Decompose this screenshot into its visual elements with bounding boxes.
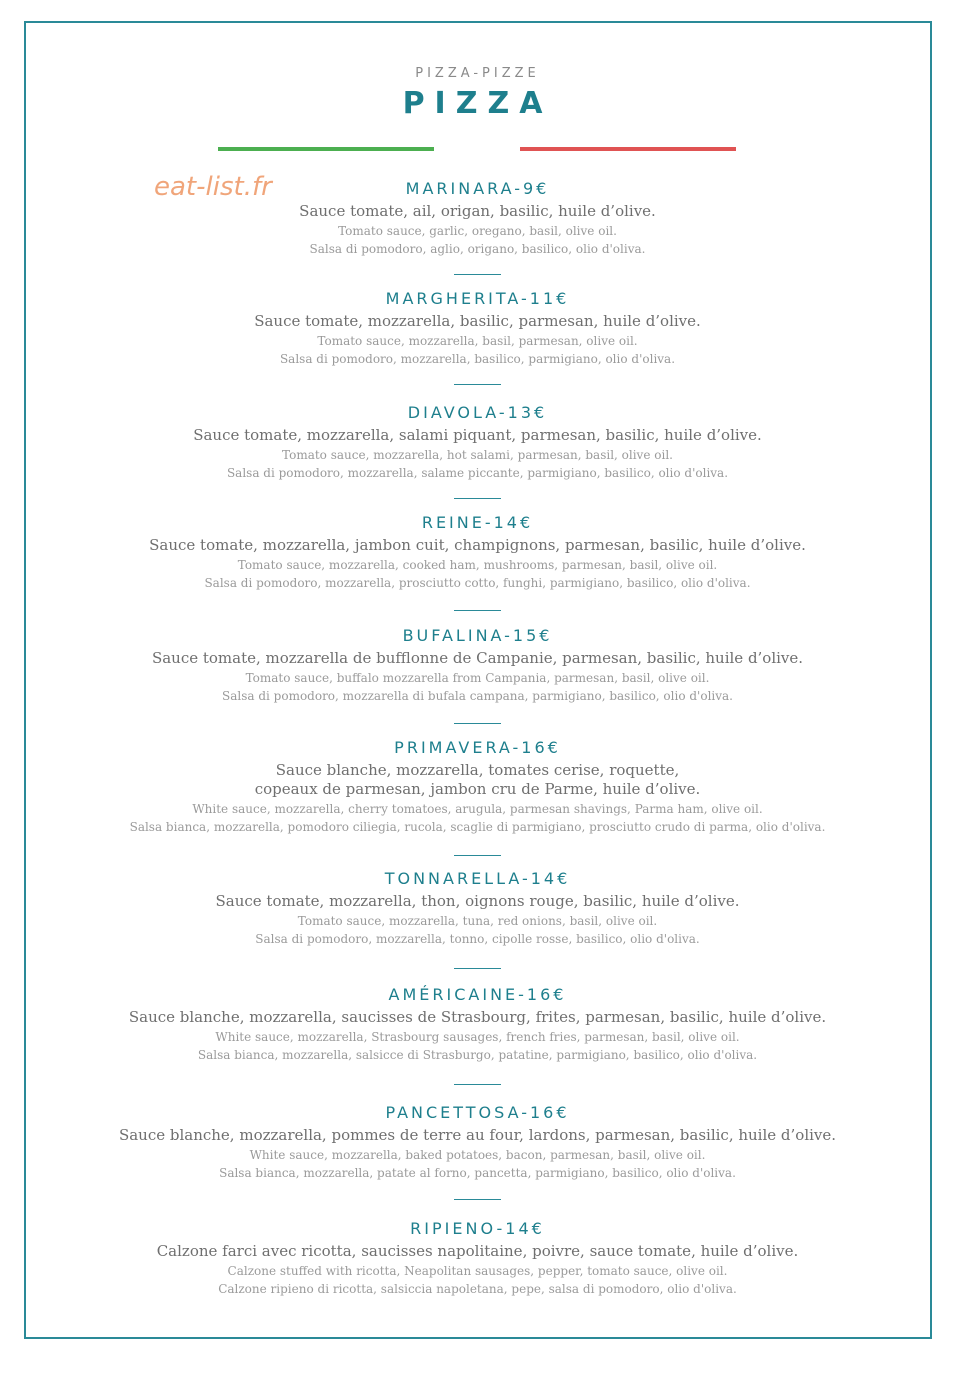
item-description-fr: Sauce blanche, mozzarella, pommes de terre au four, lardons, parmesan, basilic, huile d’olive. <box>118 1126 837 1144</box>
item-description-en: White sauce, mozzarella, cherry tomatoes, arugula, parmesan shavings, Parma ham, olive oil. <box>192 802 763 816</box>
item-name: BUFALINA-15€ <box>402 626 553 645</box>
menu-item-tonnarella <box>0 869 955 948</box>
menu-item-diavola <box>0 403 955 482</box>
item-description-fr: Sauce tomate, mozzarella, salami piquant, parmesan, basilic, huile d’olive. <box>193 426 762 444</box>
menu-item-primavera <box>0 738 955 836</box>
item-description-en: Tomato sauce, garlic, oregano, basil, olive oil. <box>338 224 617 238</box>
item-description-it: Salsa di pomodoro, mozzarella, salame piccante, parmigiano, basilico, olio d'oliva. <box>226 466 729 480</box>
item-description-it: Salsa bianca, mozzarella, patate al forno, pancetta, parmigiano, basilico, olio d'oliva. <box>219 1166 736 1180</box>
watermark: eat-list.fr <box>154 172 272 202</box>
item-description-en: Tomato sauce, buffalo mozzarella from Campania, parmesan, basil, olive oil. <box>245 671 710 685</box>
item-name: TONNARELLA-14€ <box>384 869 571 888</box>
item-name: RIPIENO-14€ <box>410 1219 545 1238</box>
item-description-en: White sauce, mozzarella, baked potatoes, bacon, parmesan, basil, olive oil. <box>249 1148 706 1162</box>
item-separator <box>454 1084 501 1085</box>
item-name: REINE-14€ <box>421 513 534 532</box>
item-separator <box>454 723 501 724</box>
item-description-fr: Sauce blanche, mozzarella, saucisses de Strasbourg, frites, parmesan, basilic, huile d’olive. <box>128 1008 827 1026</box>
item-separator <box>454 384 501 385</box>
menu-subtitle: PIZZA-PIZZE <box>415 66 540 81</box>
item-description-en: Tomato sauce, mozzarella, hot salami, parmesan, basil, olive oil. <box>282 448 673 462</box>
menu-item-pancettosa <box>0 1103 955 1182</box>
menu-item-marinara <box>0 179 955 258</box>
item-description-it: Salsa di pomodoro, mozzarella, tonno, cipolle rosse, basilico, olio d'oliva. <box>255 932 700 946</box>
item-name: MARGHERITA-11€ <box>385 289 570 308</box>
item-description-it: Salsa bianca, mozzarella, pomodoro ciliegia, rucola, scaglie di parmigiano, prosciutto crudo di parma, olio d'oliva. <box>129 820 826 834</box>
item-separator <box>454 274 501 275</box>
italian-flag-red-bar <box>520 147 736 151</box>
item-description-it: Salsa di pomodoro, aglio, origano, basilico, olio d'oliva. <box>309 242 646 256</box>
item-description-it: Salsa di pomodoro, mozzarella, basilico, parmigiano, olio d'oliva. <box>279 352 676 366</box>
menu-title: PIZZA <box>402 86 553 121</box>
item-description-fr: Sauce tomate, mozzarella de bufflonne de Campanie, parmesan, basilic, huile d’olive. <box>151 649 804 667</box>
item-description-en: Tomato sauce, mozzarella, tuna, red onions, basil, olive oil. <box>297 914 658 928</box>
item-description-it: Salsa bianca, mozzarella, salsicce di Strasburgo, patatine, parmigiano, basilico, olio d'oliva. <box>197 1048 758 1062</box>
menu-item-margherita <box>0 289 955 368</box>
item-name: PRIMAVERA-16€ <box>394 738 561 757</box>
item-description-en: White sauce, mozzarella, Strasbourg sausages, french fries, parmesan, basil, olive oil. <box>215 1030 740 1044</box>
item-description-fr: Sauce tomate, mozzarella, thon, oignons rouge, basilic, huile d’olive. <box>215 892 740 910</box>
item-description-fr: Sauce tomate, ail, origan, basilic, huile d’olive. <box>299 202 656 220</box>
item-separator <box>454 968 501 969</box>
item-name: AMÉRICAINE-16€ <box>388 985 567 1004</box>
item-description-it: Salsa di pomodoro, mozzarella, prosciutto cotto, funghi, parmigiano, basilico, olio d'oliva. <box>204 576 751 590</box>
item-name: DIAVOLA-13€ <box>407 403 548 422</box>
item-name: PANCETTOSA-16€ <box>385 1103 570 1122</box>
item-separator <box>454 1199 501 1200</box>
item-separator <box>454 855 501 856</box>
item-description-it: Salsa di pomodoro, mozzarella di bufala campana, parmigiano, basilico, olio d'oliva. <box>221 689 733 703</box>
item-description-en: Tomato sauce, mozzarella, basil, parmesan, olive oil. <box>317 334 638 348</box>
item-description-fr: Sauce tomate, mozzarella, jambon cuit, champignons, parmesan, basilic, huile d’olive. <box>149 536 806 554</box>
menu-item-reine <box>0 513 955 592</box>
item-description-en: Tomato sauce, mozzarella, cooked ham, mushrooms, parmesan, basil, olive oil. <box>237 558 718 572</box>
item-description-en: Calzone stuffed with ricotta, Neapolitan sausages, pepper, tomato sauce, olive oil. <box>227 1264 728 1278</box>
item-description-fr: Calzone farci avec ricotta, saucisses napolitaine, poivre, sauce tomate, huile d’olive. <box>156 1242 799 1260</box>
item-description-fr-line-2: copeaux de parmesan, jambon cru de Parme, huile d’olive. <box>254 780 701 798</box>
italian-flag-green-bar <box>218 147 434 151</box>
item-description-fr: Sauce tomate, mozzarella, basilic, parmesan, huile d’olive. <box>254 312 701 330</box>
item-description-it: Calzone ripieno di ricotta, salsiccia napoletana, pepe, salsa di pomodoro, olio d'oliva. <box>218 1282 737 1296</box>
item-name: MARINARA-9€ <box>405 179 550 198</box>
menu-item-ripieno <box>0 1219 955 1298</box>
item-description-fr: Sauce blanche, mozzarella, tomates cerise, roquette, <box>275 761 680 779</box>
item-separator <box>454 610 501 611</box>
item-separator <box>454 498 501 499</box>
menu-item-americaine <box>0 985 955 1064</box>
menu-item-bufalina <box>0 626 955 705</box>
